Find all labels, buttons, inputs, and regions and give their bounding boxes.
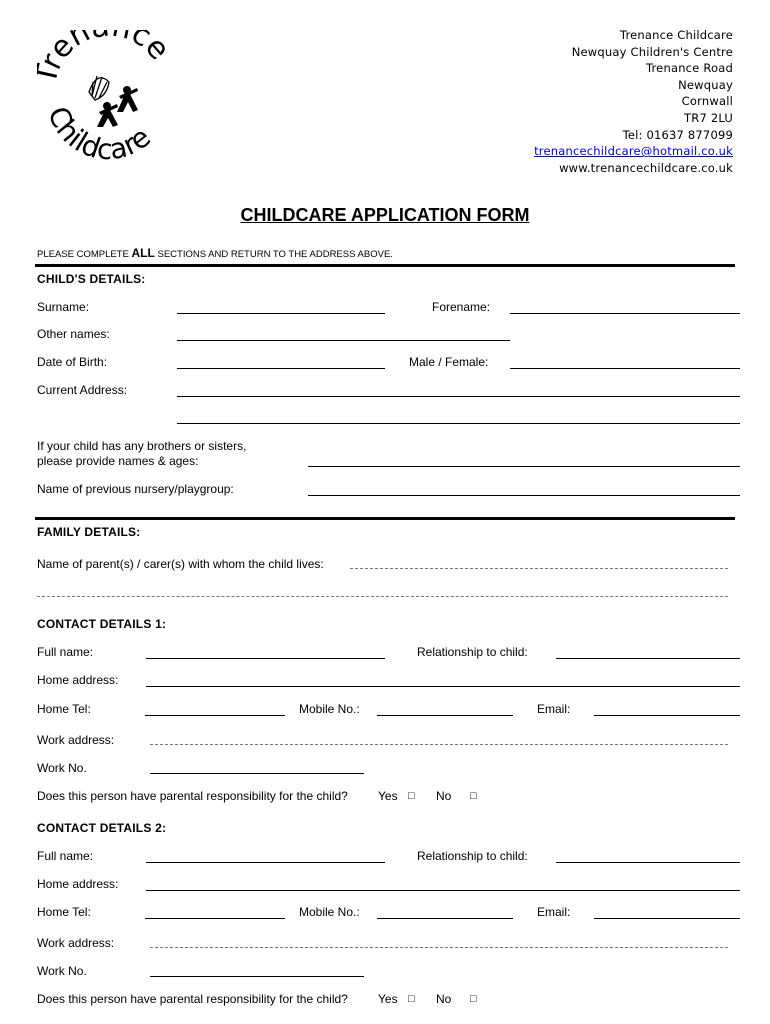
instructions-post: SECTIONS AND RETURN TO THE ADDRESS ABOVE.: [154, 249, 393, 260]
section-heading-family: FAMILY DETAILS:: [37, 525, 141, 539]
section-heading-contact-2: CONTACT DETAILS 2:: [37, 821, 167, 835]
trenance-childcare-logo: [37, 30, 177, 165]
c1-parental-label: Does this person have parental responsibility for the child?: [37, 789, 348, 803]
dob-label: Date of Birth:: [37, 355, 108, 369]
other-names-label: Other names:: [37, 327, 110, 341]
c2-parental-label: Does this person have parental responsibility for the child?: [37, 992, 348, 1006]
c1-work-address-label: Work address:: [37, 733, 115, 747]
c1-no-label: No: [436, 789, 452, 803]
c2-email-field[interactable]: [594, 918, 740, 919]
town: Newquay: [678, 77, 733, 92]
page-title: CHILDCARE APPLICATION FORM: [240, 205, 530, 225]
c2-mobile-label: Mobile No.:: [299, 905, 360, 919]
surname-field[interactable]: [177, 313, 385, 314]
logo-text-bottom: Childcare: [41, 101, 157, 165]
c2-work-no-label: Work No.: [37, 964, 87, 978]
parents-label: Name of parent(s) / carer(s) with whom the child lives:: [37, 557, 324, 571]
section-divider-child: [35, 264, 735, 267]
county: Cornwall: [681, 94, 733, 109]
forename-label: Forename:: [432, 300, 491, 314]
c2-no-label: No: [436, 992, 452, 1006]
c1-work-no-field[interactable]: [150, 773, 364, 774]
dob-field[interactable]: [177, 368, 385, 369]
siblings-label-1: If your child has any brothers or sisters,: [37, 439, 247, 453]
c2-work-no-field[interactable]: [150, 976, 364, 977]
c1-home-tel-field[interactable]: [145, 715, 285, 716]
c2-yes-checkbox[interactable]: □: [408, 993, 415, 1005]
c1-relationship-field[interactable]: [556, 658, 740, 659]
telephone: Tel: 01637 877099: [622, 127, 733, 142]
c1-mobile-field[interactable]: [377, 715, 513, 716]
svg-text:Childcare: [41, 102, 157, 165]
c2-home-address-field[interactable]: [146, 890, 740, 891]
c1-relationship-label: Relationship to child:: [417, 645, 528, 659]
c1-home-address-field[interactable]: [146, 686, 740, 687]
c2-relationship-field[interactable]: [556, 862, 740, 863]
c1-home-address-label: Home address:: [37, 673, 119, 687]
siblings-label-2: please provide names & ages:: [37, 454, 199, 468]
c2-mobile-field[interactable]: [377, 918, 513, 919]
c1-full-name-label: Full name:: [37, 645, 94, 659]
c1-home-tel-label: Home Tel:: [37, 702, 91, 716]
parents-field-1[interactable]: [350, 568, 728, 569]
c1-yes-checkbox[interactable]: □: [408, 790, 415, 802]
instructions: [37, 246, 393, 260]
section-divider-family: [35, 517, 735, 520]
c2-full-name-field[interactable]: [146, 862, 385, 863]
gender-field[interactable]: [510, 368, 740, 369]
c2-full-name-label: Full name:: [37, 849, 94, 863]
c2-home-address-label: Home address:: [37, 877, 119, 891]
logo-graphic: [37, 30, 177, 165]
siblings-field[interactable]: [308, 466, 740, 467]
prev-nursery-field[interactable]: [308, 495, 740, 496]
c1-yes-label: Yes: [378, 789, 398, 803]
road: Trenance Road: [645, 61, 733, 76]
section-heading-child: CHILD'S DETAILS:: [37, 272, 146, 286]
c2-home-tel-field[interactable]: [145, 918, 285, 919]
section-heading-contact-1: CONTACT DETAILS 1:: [37, 617, 167, 631]
c2-email-label: Email:: [537, 905, 571, 919]
current-address-label: Current Address:: [37, 383, 128, 397]
forename-field[interactable]: [510, 313, 740, 314]
c1-no-checkbox[interactable]: □: [470, 790, 477, 802]
email-link[interactable]: trenancechildcare@hotmail.co.uk: [534, 144, 733, 159]
postcode: TR7 2LU: [684, 110, 733, 125]
c1-email-field[interactable]: [594, 715, 740, 716]
gender-label: Male / Female:: [409, 355, 489, 369]
c2-work-address-label: Work address:: [37, 936, 115, 950]
c2-yes-label: Yes: [378, 992, 398, 1006]
surname-label: Surname:: [37, 300, 90, 314]
current-address-field-2[interactable]: [177, 423, 740, 424]
instructions-all: ALL: [131, 246, 155, 260]
prev-nursery-label: Name of previous nursery/playgroup:: [37, 482, 234, 496]
c1-full-name-field[interactable]: [146, 658, 385, 659]
c1-work-no-label: Work No.: [37, 761, 87, 775]
c2-home-tel-label: Home Tel:: [37, 905, 91, 919]
shell-icon: [89, 76, 109, 100]
org-name: Trenance Childcare: [619, 28, 733, 42]
c1-email-label: Email:: [537, 702, 571, 716]
c2-work-address-field[interactable]: [150, 947, 728, 948]
c2-no-checkbox[interactable]: □: [470, 993, 477, 1005]
logo-text-top: ren ce: [37, 30, 177, 76]
parents-field-2[interactable]: [37, 596, 728, 597]
centre-name: Newquay Children's Centre: [571, 44, 733, 59]
instructions-pre: PLEASE COMPLETE: [37, 249, 132, 260]
c1-work-address-field[interactable]: [150, 744, 728, 745]
other-names-field[interactable]: [177, 340, 510, 341]
website: www.trenancechildcare.co.uk: [559, 160, 733, 175]
address-block: [534, 27, 733, 176]
c2-relationship-label: Relationship to child:: [417, 849, 528, 863]
current-address-field-1[interactable]: [177, 396, 740, 397]
c1-mobile-label: Mobile No.:: [299, 702, 360, 716]
